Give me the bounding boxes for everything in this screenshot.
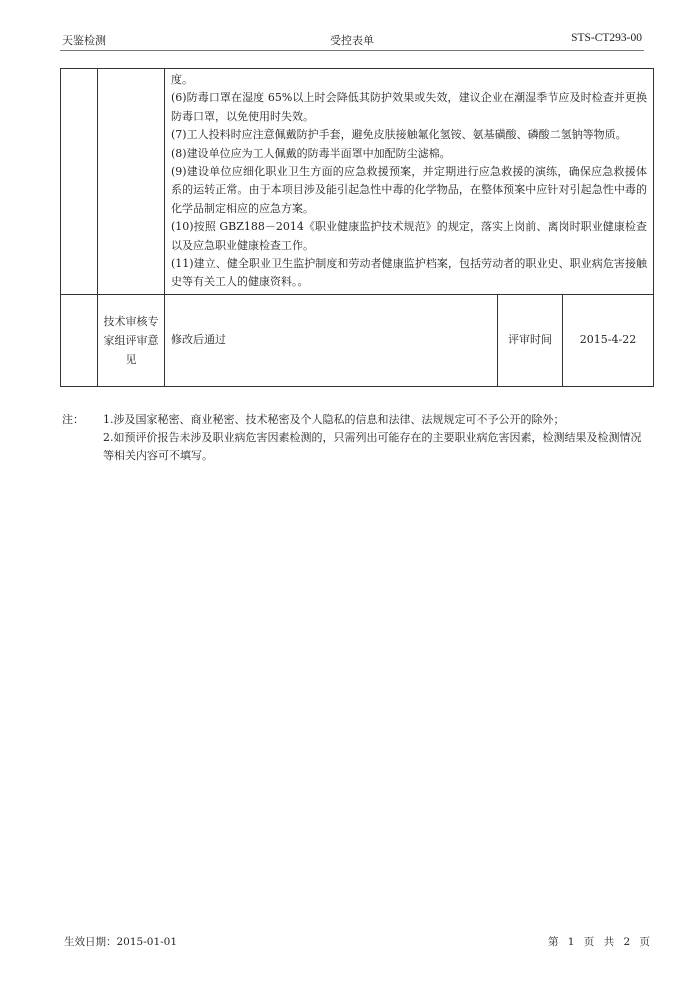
review-label: 技术审核专家组评审意见 xyxy=(98,294,165,386)
review-form-table xyxy=(60,68,654,387)
recommendation-item: (8)建设单位应为工人佩戴的防毒半面罩中加配防尘滤棉。 xyxy=(171,146,451,160)
recommendation-item: (7)工人投料时应注意佩戴防护手套，避免皮肤接触氟化氢铵、氨基磺酸、磷酸二氢钠等物质。 xyxy=(171,128,627,142)
recommendation-item: (9)建设单位应细化职业卫生方面的应急救援预案，并定期进行应急救援的演练，确保应急救援体系的运转正常。由于本项目涉及能引起急性中毒的化学物品，在整体预案中应针对引起急性中毒的化学品制定相应的应急方案。 xyxy=(171,165,647,215)
company-name: 天鉴检测 xyxy=(62,34,106,47)
review-time-value: 2015-4-22 xyxy=(563,294,654,386)
note-item: 2.如预评价报告未涉及职业病危害因素检测的，只需列出可能存在的主要职业病危害因素，检测结果及检测情况等相关内容可不填写。 xyxy=(103,431,642,462)
effective-date: 生效日期：2015-01-01 xyxy=(64,936,178,948)
review-opinion: 修改后通过 xyxy=(165,294,498,386)
page-number: 第 1 页 共 2 页 xyxy=(547,936,650,948)
recommendations-cell xyxy=(165,69,654,295)
review-time-label: 评审时间 xyxy=(498,294,563,386)
notes-section xyxy=(62,411,652,465)
empty-cell xyxy=(61,294,98,386)
empty-cell xyxy=(61,69,98,295)
note-item: 1.涉及国家秘密、商业秘密、技术秘密及个人隐私的信息和法律、法规规定可不予公开的除外； xyxy=(103,413,565,426)
document-code: STS-CT293-00 xyxy=(571,32,642,44)
empty-cell xyxy=(98,69,165,295)
recommendation-item: (11)建立、健全职业卫生监护制度和劳动者健康监护档案，包括劳动者的职业史、职业病危害接触史等有关工人的健康资料。。 xyxy=(171,257,647,289)
page-header xyxy=(60,32,644,51)
recommendation-item: (10)按照 GBZ188－2014《职业健康监护技术规范》的规定，落实上岗前、离岗时职业健康检查以及应急职业健康检查工作。 xyxy=(171,220,647,252)
recommendation-item: 度。 xyxy=(171,73,193,86)
recommendation-item: (6)防毒口罩在湿度 65%以上时会降低其防护效果或失效，建议企业在潮湿季节应及时检查并更换防毒口罩，以免使用时失效。 xyxy=(171,91,647,123)
recommendations-row xyxy=(61,69,654,295)
review-row xyxy=(61,294,654,386)
notes-label: 注： xyxy=(62,413,84,426)
form-title: 受控表单 xyxy=(330,34,374,47)
